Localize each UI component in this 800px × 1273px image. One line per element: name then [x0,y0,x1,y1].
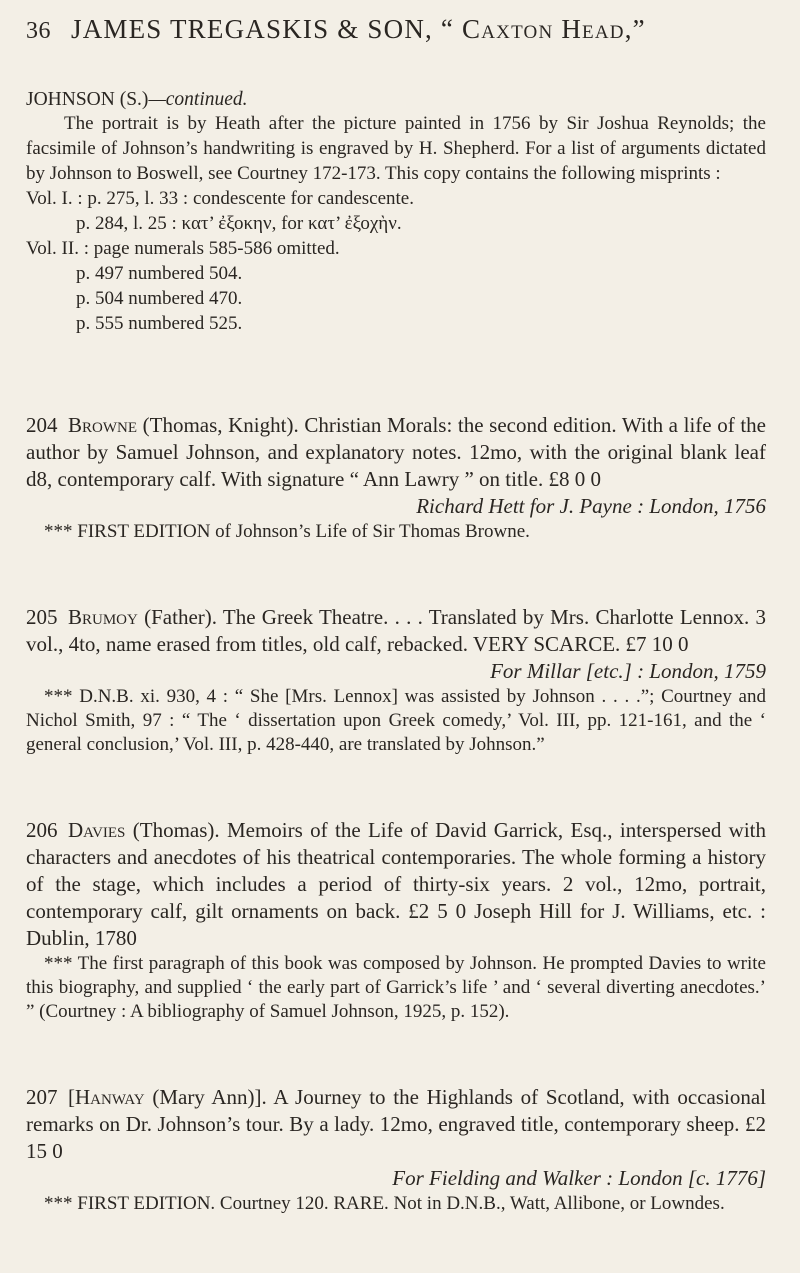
entry-body [26,1084,766,1165]
entry-description: (Thomas, Knight). Christian Morals: the second edition. With a life of the author by Samuel Johnson, and explanatory notes. 12mo, with the original blank leaf d8, contemporary calf. With signature “ Ann Lawry ” on title. £8 0 0 [26,413,766,491]
misprint-line: Vol. I. : p. 275, l. 33 : condescente for candescente. [26,188,414,209]
page-header [26,14,766,45]
entry-note: *** FIRST EDITION. Courtney 120. RARE. Not in D.N.B., Watt, Allibone, or Lowndes. [44,1193,725,1214]
section-heading-continued: —continued. [148,89,248,110]
entry-description: (Thomas). Memoirs of the Life of David Garrick, Esq., interspersed with characters and anecdotes of his theatrical contemporaries. The whole forming a history of the stage, which includes a period of thirty-six years. 2 vol., 12mo, portrait, contemporary calf, gilt ornaments on back. £2 5 0 Joseph Hill for J. Williams, etc. : Dublin, 1780 [26,818,766,950]
catalogue-entry-206 [26,817,766,1024]
entry-number: 207 [26,1085,58,1109]
entry-author: Browne [68,413,137,437]
entry-author: Davies [68,818,126,842]
catalogue-entry-205 [26,604,766,757]
johnson-paragraph: The portrait is by Heath after the picture painted in 1756 by Sir Joshua Reynolds; the facsimile of Johnson’s handwriting is engraved by H. Shepherd. For a list of arguments dictated by Johnson to Boswell, see Courtney 172-173. This copy contains the following misprints : [26,113,766,184]
misprint-line: p. 497 numbered 504. [76,263,243,284]
entry-body [26,412,766,493]
misprint-line: Vol. II. : page numerals 585-586 omitted. [26,238,340,259]
running-title: JAMES TREGASKIS & SON, “ Caxton Head,” [71,14,646,44]
entry-body [26,817,766,952]
entry-number: 206 [26,818,58,842]
misprint-line: p. 555 numbered 525. [76,313,243,334]
entry-body [26,604,766,658]
entry-imprint: For Fielding and Walker : London [c. 1776] [392,1166,766,1190]
entry-description: (Mary Ann)]. A Journey to the Highlands of Scotland, with occasional remarks on Dr. Johnson’s tour. By a lady. 12mo, engraved title, contemporary sheep. £2 15 0 [26,1085,766,1163]
section-heading [26,89,766,111]
misprint-line: p. 504 numbered 470. [76,288,243,309]
catalogue-entry-207 [26,1084,766,1216]
entry-note: *** FIRST EDITION of Johnson’s Life of Sir Thomas Browne. [44,521,530,542]
catalogue-entry-204 [26,412,766,544]
section-heading-name: JOHNSON (S.) [26,89,149,110]
entry-author: Brumoy [68,605,138,629]
entry-number: 205 [26,605,58,629]
misprint-line: p. 284, l. 25 : κατ’ ἐξοκην, for κατ’ ἐξοχὴν. [76,213,402,234]
entry-imprint: For Millar [etc.] : London, 1759 [490,659,766,683]
entry-imprint: Richard Hett for J. Payne : London, 1756 [416,494,766,518]
entry-description: (Father). The Greek Theatre. . . . Translated by Mrs. Charlotte Lennox. 3 vol., 4to, name erased from titles, old calf, rebacked. VERY SCARCE. £7 10 0 [26,605,766,656]
entry-note: *** The first paragraph of this book was composed by Johnson. He prompted Davies to write this biography, and supplied ‘ the early part of Garrick’s life ’ and ‘ several diverting anecdotes.’ ” (Courtney : A bibliography of Samuel Johnson, 1925, p. 152). [26,953,766,1022]
entry-author: [Hanway [68,1085,145,1109]
entry-note: *** D.N.B. xi. 930, 4 : “ She [Mrs. Lennox] was assisted by Johnson . . . .”; Courtney and Nichol Smith, 97 : “ The ‘ dissertation upon Greek comedy,’ Vol. III, pp. 121-161, and the ‘ general conclusion,’ Vol. III, p. 428-440, are translated by Johnson.” [26,686,766,755]
misprint-list [26,186,766,336]
page-number: 36 [26,18,51,44]
entry-number: 204 [26,413,58,437]
